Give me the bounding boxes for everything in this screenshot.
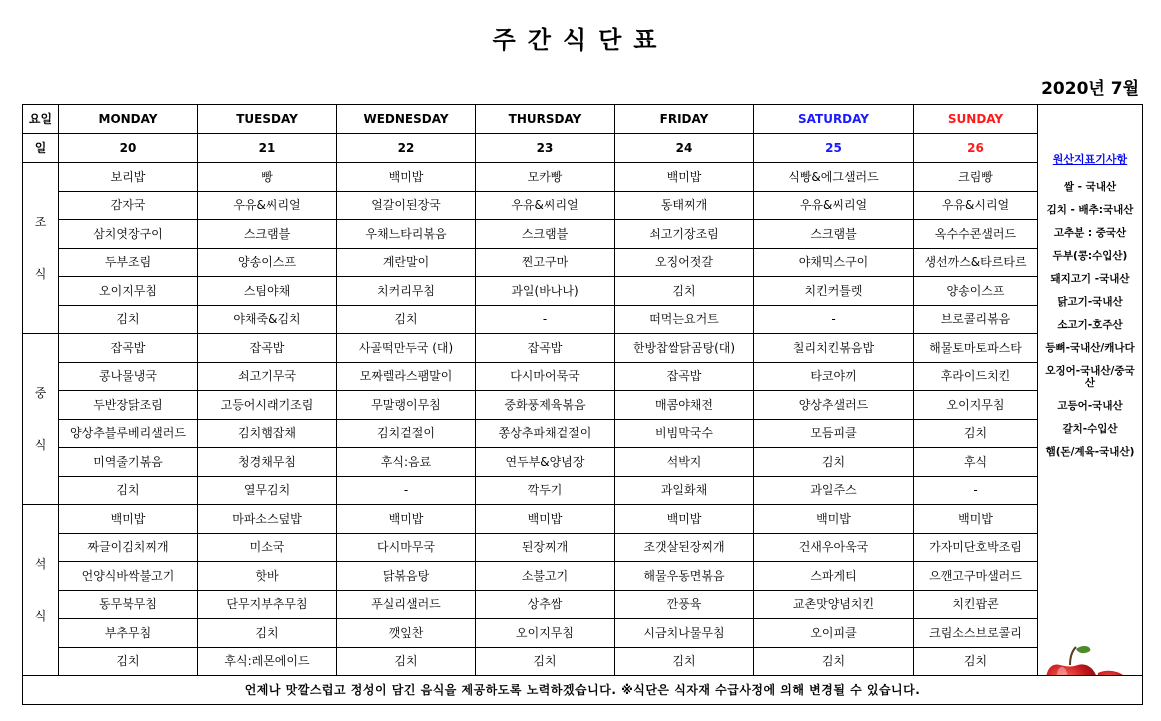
origin-item: 쌀 - 국내산 [1063,181,1117,193]
menu-cell: 쇠고기장조림 [615,220,754,249]
menu-cell: 다시마무국 [337,533,476,562]
menu-cell: 두반장닭조림 [59,391,198,420]
menu-cell: 마파소스덮밥 [198,505,337,534]
menu-cell: 한방찹쌀닭곰탕(대) [615,334,754,363]
meal-label-char: 조 [34,215,47,229]
menu-cell: 백미밥 [337,163,476,192]
menu-cell: 모카빵 [476,163,615,192]
menu-cell: 스크램블 [198,220,337,249]
menu-cell: 치킨팝콘 [914,590,1038,619]
menu-cell: 야채죽&김치 [198,305,337,334]
menu-cell: 감자국 [59,191,198,220]
menu-cell: 오이지무침 [914,391,1038,420]
origin-item: 두부(콩:수입산) [1052,250,1128,262]
menu-cell: 치커리무침 [337,277,476,306]
menu-cell: 해물토마토파스타 [914,334,1038,363]
menu-cell: 핫바 [198,562,337,591]
menu-cell: 김치 [59,476,198,505]
menu-cell: 동무북무침 [59,590,198,619]
menu-cell: 쇠고기무국 [198,362,337,391]
menu-cell: 오징어젓갈 [615,248,754,277]
menu-cell: 김치겉절이 [337,419,476,448]
day-header-tuesday: TUESDAY [198,105,337,134]
menu-cell: 오이지무침 [476,619,615,648]
menu-cell: 크림소스브로콜리 [914,619,1038,648]
date-header-2: 22 [337,134,476,163]
menu-cell: 후식 [914,448,1038,477]
menu-cell: 짜글이김치찌개 [59,533,198,562]
day-header-wednesday: WEDNESDAY [337,105,476,134]
header-row-dates [23,134,1143,163]
menu-cell: 과일주스 [754,476,914,505]
menu-cell: 깍두기 [476,476,615,505]
menu-cell: 오이피클 [754,619,914,648]
menu-row [23,476,1143,505]
meal-label-char: 식 [34,438,47,452]
menu-row [23,533,1143,562]
menu-cell: 매콤야채전 [615,391,754,420]
menu-cell: 김치햄잡채 [198,419,337,448]
menu-cell: 김치 [337,305,476,334]
day-label-cell: 요일 [23,105,59,134]
menu-cell: 으깬고구마샐러드 [914,562,1038,591]
menu-cell: 단무지부추무침 [198,590,337,619]
menu-cell: 과일화채 [615,476,754,505]
menu-row [23,248,1143,277]
menu-row [23,163,1143,192]
meal-label-1 [23,334,59,505]
menu-cell: 떠먹는요거트 [615,305,754,334]
menu-cell: 잡곡밥 [476,334,615,363]
menu-cell: 우채느타리볶음 [337,220,476,249]
menu-cell: 쫑상추파채겉절이 [476,419,615,448]
menu-cell: 우유&씨리얼 [476,191,615,220]
footer-note: 언제나 맛깔스럽고 정성이 담긴 음식을 제공하도록 노력하겠습니다. ※식단은 식자재 수급사정에 의해 변경될 수 있습니다. [23,676,1143,705]
day-header-sunday: SUNDAY [914,105,1038,134]
origin-panel-inner [1038,153,1142,676]
menu-cell: 김치 [914,647,1038,676]
menu-cell: 백미밥 [615,163,754,192]
menu-cell: 고등어시래기조림 [198,391,337,420]
menu-cell: 모듬피클 [754,419,914,448]
menu-cell: 미소국 [198,533,337,562]
menu-cell: 김치 [754,448,914,477]
menu-row [23,334,1143,363]
menu-cell: 과일(바나나) [476,277,615,306]
menu-cell: 스파게티 [754,562,914,591]
menu-cell: 백미밥 [615,505,754,534]
menu-cell: 중화풍제육볶음 [476,391,615,420]
menu-cell: 부추무침 [59,619,198,648]
menu-cell: 김치 [615,647,754,676]
menu-cell: 양송이스프 [914,277,1038,306]
date-header-1: 21 [198,134,337,163]
menu-cell: 빵 [198,163,337,192]
meal-label-2 [23,505,59,676]
menu-cell: 시금치나물무침 [615,619,754,648]
weekly-menu-table [22,104,1143,705]
origin-item: 닭고기-국내산 [1057,296,1123,308]
menu-cell: 찐고구마 [476,248,615,277]
menu-cell: 양송이스프 [198,248,337,277]
menu-cell: - [476,305,615,334]
menu-cell: 삼치엿장구이 [59,220,198,249]
date-header-0: 20 [59,134,198,163]
menu-cell: 잡곡밥 [59,334,198,363]
day-header-monday: MONDAY [59,105,198,134]
origin-item: 소고기-호주산 [1057,319,1123,331]
origin-item: 고추분 : 중국산 [1053,227,1127,239]
menu-cell: 백미밥 [59,505,198,534]
menu-cell: 소불고기 [476,562,615,591]
menu-cell: 열무김치 [198,476,337,505]
menu-cell: 후식:음료 [337,448,476,477]
menu-row [23,562,1143,591]
menu-row [23,362,1143,391]
menu-cell: 얼갈이된장국 [337,191,476,220]
menu-row [23,619,1143,648]
menu-cell: 언양식바싹불고기 [59,562,198,591]
origin-item: 김치 - 배추:국내산 [1046,204,1134,216]
menu-cell: 김치 [615,277,754,306]
menu-cell: 양상추블루베리샐러드 [59,419,198,448]
menu-row [23,647,1143,676]
menu-cell: 치킨커틀렛 [754,277,914,306]
origin-item: 오징어-국내산/중국산 [1045,365,1135,389]
menu-cell: 비빔막국수 [615,419,754,448]
menu-cell: 양상추샐러드 [754,391,914,420]
menu-cell: 스크램블 [476,220,615,249]
menu-cell: 다시마어묵국 [476,362,615,391]
menu-cell: 생선까스&타르타르 [914,248,1038,277]
menu-row [23,448,1143,477]
menu-cell: 우유&씨리얼 [198,191,337,220]
date-label-cell: 일 [23,134,59,163]
date-header-6: 26 [914,134,1038,163]
menu-cell: 해물우동면볶음 [615,562,754,591]
menu-cell: 김치 [337,647,476,676]
menu-cell: 푸실리샐러드 [337,590,476,619]
origin-item: 갈치-수입산 [1062,423,1118,435]
menu-cell: - [914,476,1038,505]
origin-item: 고등어-국내산 [1057,400,1123,412]
menu-cell: 조갯살된장찌개 [615,533,754,562]
menu-row [23,305,1143,334]
menu-cell: 사골떡만두국 (대) [337,334,476,363]
menu-cell: 타코야끼 [754,362,914,391]
menu-cell: 후라이드치킨 [914,362,1038,391]
origin-panel [1038,105,1143,676]
page-title: 주간식단표 [492,26,669,54]
menu-cell: 계란말이 [337,248,476,277]
menu-cell: 김치 [198,619,337,648]
menu-cell: 미역줄기볶음 [59,448,198,477]
menu-row [23,590,1143,619]
menu-cell: 크림빵 [914,163,1038,192]
menu-cell: 석박지 [615,448,754,477]
meal-label-0 [23,163,59,334]
menu-cell: 두부조림 [59,248,198,277]
menu-cell: 스팀야채 [198,277,337,306]
menu-cell: 건새우아욱국 [754,533,914,562]
menu-cell: 잡곡밥 [198,334,337,363]
menu-cell: 후식:레몬에이드 [198,647,337,676]
menu-cell: 브로콜리볶음 [914,305,1038,334]
meal-label-char: 중 [34,386,47,400]
origin-item: 돼지고기 -국내산 [1050,273,1130,285]
menu-cell: 야채믹스구이 [754,248,914,277]
menu-cell: 옥수수콘샐러드 [914,220,1038,249]
menu-row [23,220,1143,249]
menu-cell: 청경채무침 [198,448,337,477]
menu-cell: 김치 [59,305,198,334]
menu-cell: 콩나물냉국 [59,362,198,391]
menu-cell: 백미밥 [914,505,1038,534]
menu-row [23,391,1143,420]
date-header-5: 25 [754,134,914,163]
origin-item: 햄(돈/계육-국내산) [1045,446,1135,458]
day-header-thursday: THURSDAY [476,105,615,134]
menu-cell: 연두부&양념장 [476,448,615,477]
menu-cell: 식빵&에그샐러드 [754,163,914,192]
date-header-4: 24 [615,134,754,163]
menu-cell: 김치 [476,647,615,676]
menu-cell: 깐풍육 [615,590,754,619]
menu-cell: 우유&시리얼 [914,191,1038,220]
menu-cell: 교촌맛양념치킨 [754,590,914,619]
menu-cell: 백미밥 [337,505,476,534]
menu-cell: 스크램블 [754,220,914,249]
menu-date: 2020년 7월 [1041,79,1139,99]
menu-cell: 상추쌈 [476,590,615,619]
menu-cell: 보리밥 [59,163,198,192]
menu-cell: 백미밥 [754,505,914,534]
menu-cell: 백미밥 [476,505,615,534]
menu-row [23,277,1143,306]
menu-cell: 모짜렐라스팸말이 [337,362,476,391]
meal-label-char: 석 [34,557,47,571]
apple-icon [1040,643,1136,676]
menu-cell: - [754,305,914,334]
meal-label-char: 식 [34,267,47,281]
menu-cell: - [337,476,476,505]
date-header-3: 23 [476,134,615,163]
menu-cell: 김치 [59,647,198,676]
menu-cell: 우유&씨리얼 [754,191,914,220]
menu-cell: 오이지무침 [59,277,198,306]
menu-row [23,191,1143,220]
menu-cell: 칠리치킨볶음밥 [754,334,914,363]
menu-row [23,505,1143,534]
day-header-friday: FRIDAY [615,105,754,134]
origin-title: 원산지표기사항 [1052,153,1128,166]
menu-cell: 가자미단호박조림 [914,533,1038,562]
origin-item: 등뼈-국내산/캐나다 [1045,342,1135,354]
day-header-saturday: SATURDAY [754,105,914,134]
menu-cell: 무말랭이무침 [337,391,476,420]
menu-row [23,419,1143,448]
menu-cell: 잡곡밥 [615,362,754,391]
menu-cell: 된장찌개 [476,533,615,562]
menu-cell: 김치 [754,647,914,676]
footer-row [23,676,1143,705]
menu-cell: 닭볶음탕 [337,562,476,591]
meal-label-char: 식 [34,609,47,623]
menu-cell: 김치 [914,419,1038,448]
menu-cell: 동태찌개 [615,191,754,220]
header-row-days [23,105,1143,134]
menu-cell: 깻잎찬 [337,619,476,648]
